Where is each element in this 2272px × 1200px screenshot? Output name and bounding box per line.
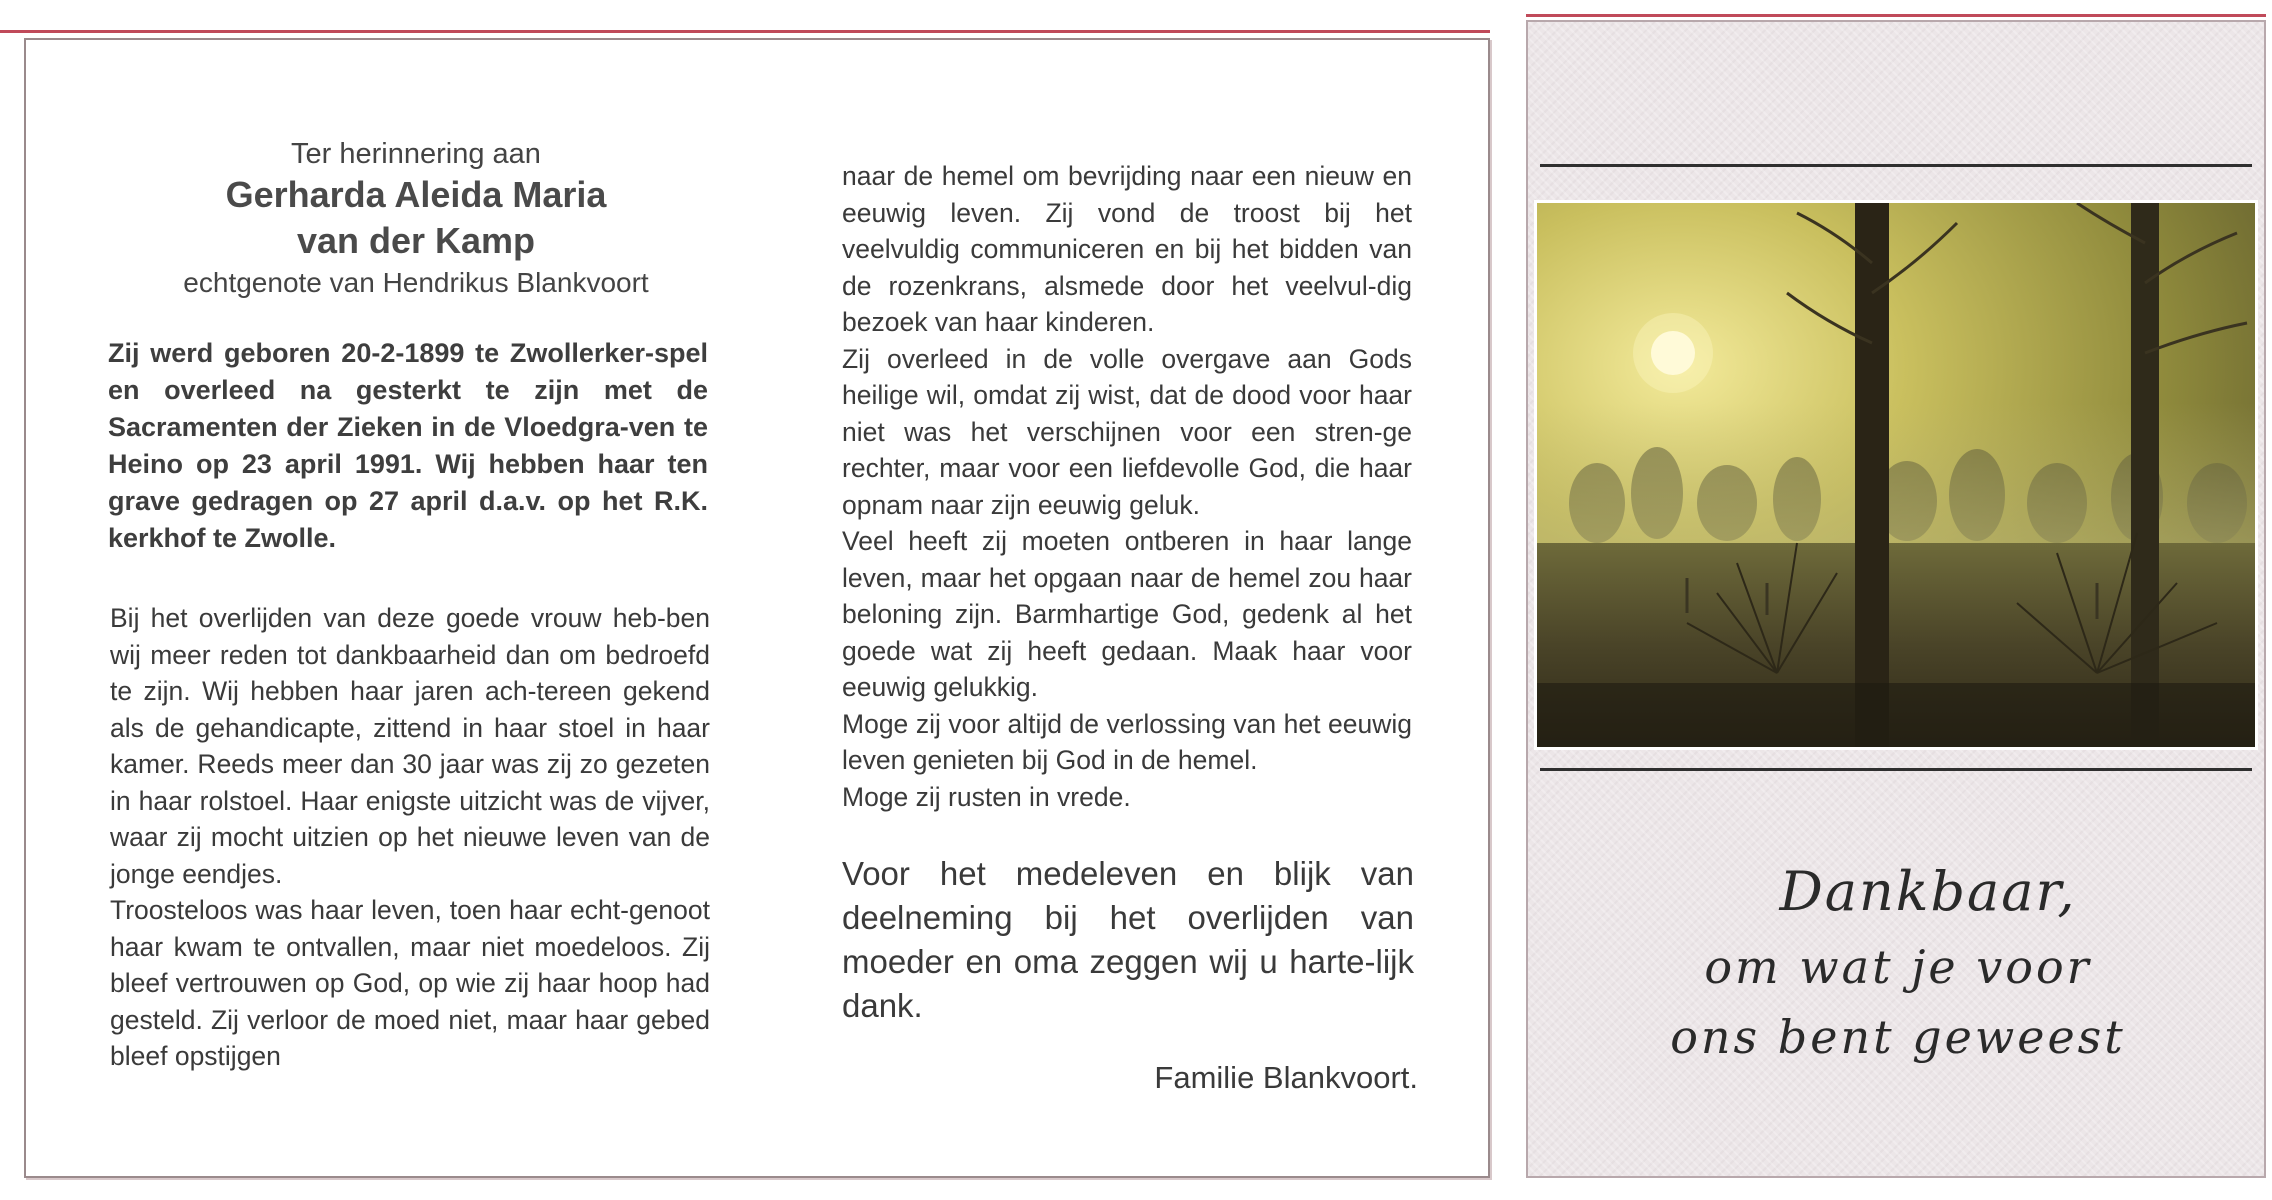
inner-page-left: [26, 40, 786, 1176]
photo-illustration: [1537, 203, 2255, 747]
script-line-1: Dankbaar,: [1779, 860, 2077, 923]
right-paragraph-2: Zij overleed in de volle overgave aan Gods heilige wil, omdat zij wist, dat de dood voor haar niet was het verschijnen voor een stren-ge rechter, maar voor een liefdevolle God, die haar opnam naar zijn eeuwig geluk.: [842, 343, 1412, 520]
front-card: [1526, 20, 2266, 1178]
memorial-header: [106, 136, 726, 302]
spouse-line: echtgenote van Hendrikus Blankvoort: [183, 267, 649, 298]
left-paragraph-1: Bij het overlijden van deze goede vrouw heb-ben wij meer reden tot dankbaarheid dan om bedroefd te zijn. Wij hebben haar jaren ach-tereen gekend als de gehandicapte, zittend in haar stoel in haar kamer. Reeds meer dan 30 jaar was zij zo gezeten in haar rolstoel. Haar enigste uitzicht was de vijver, waar zij mocht uitzien op het nieuwe leven van de jonge eendjes.: [110, 603, 710, 889]
inner-page-right: [786, 40, 1492, 1176]
right-paragraph-1: naar de hemel om bevrijding naar een nieuw en eeuwig leven. Zij vond de troost bij het veelvuldig communiceren en bij het bidden van de rozenkrans, alsmede door het veelvul-dig bezoek van haar kinderen.: [842, 161, 1412, 337]
right-body-text: [842, 158, 1412, 815]
scan-edge-right: [1526, 14, 2266, 17]
left-body-text: [110, 600, 710, 1075]
right-paragraph-3: Veel heeft zij moeten ontberen in haar lange leven, maar het opgaan naar de hemel zou haar beloning zijn. Barmhartige God, gedenk al het goede wat zij heeft gedaan. Maak haar voor eeuwig gelukkig.: [842, 526, 1412, 702]
deceased-name-line2: van der Kamp: [296, 220, 536, 261]
inner-card: [24, 38, 1490, 1178]
sunrise-trees-photo: [1534, 200, 2258, 750]
left-paragraph-2: Troosteloos was haar leven, toen haar echt-genoot haar kwam te ontvallen, maar niet moedeloos. Zij bleef vertrouwen op God, op wie zij haar hoop had gesteld. Zij verloor de moed niet, maar haar gebed bleef opstijgen: [110, 895, 710, 1071]
script-line-3: ons bent geweest: [1670, 1010, 2126, 1064]
bottom-rule: [1540, 768, 2252, 771]
scan-edge-left: [0, 30, 1490, 33]
top-rule: [1540, 164, 2252, 167]
birth-death-paragraph: Zij werd geboren 20-2-1899 te Zwollerker-spel en overleed na gesterkt te zijn met de Sacramenten der Zieken in de Vloedgra-ven te Heino op 23 april 1991. Wij hebben haar ten grave gedragen op 27 april d.a.v. op het R.K. kerkhof te Zwolle.: [108, 338, 708, 553]
intro-line: Ter herinnering aan: [291, 138, 541, 170]
script-line-2: om wat je voor: [1704, 940, 2092, 994]
thanks-paragraph: Voor het medeleven en blijk van deelneming bij het overlijden van moeder en oma zeggen wij u harte-lijk dank.: [842, 855, 1414, 1024]
front-script-text: [1568, 852, 2228, 1072]
right-paragraph-5: Moge zij rusten in vrede.: [842, 781, 1131, 812]
family-signature: Familie Blankvoort.: [1154, 1060, 1418, 1095]
right-paragraph-4: Moge zij voor altijd de verlossing van het eeuwig leven genieten bij God in de hemel.: [842, 708, 1412, 775]
deceased-name-line1: Gerharda Aleida Maria: [225, 174, 607, 215]
